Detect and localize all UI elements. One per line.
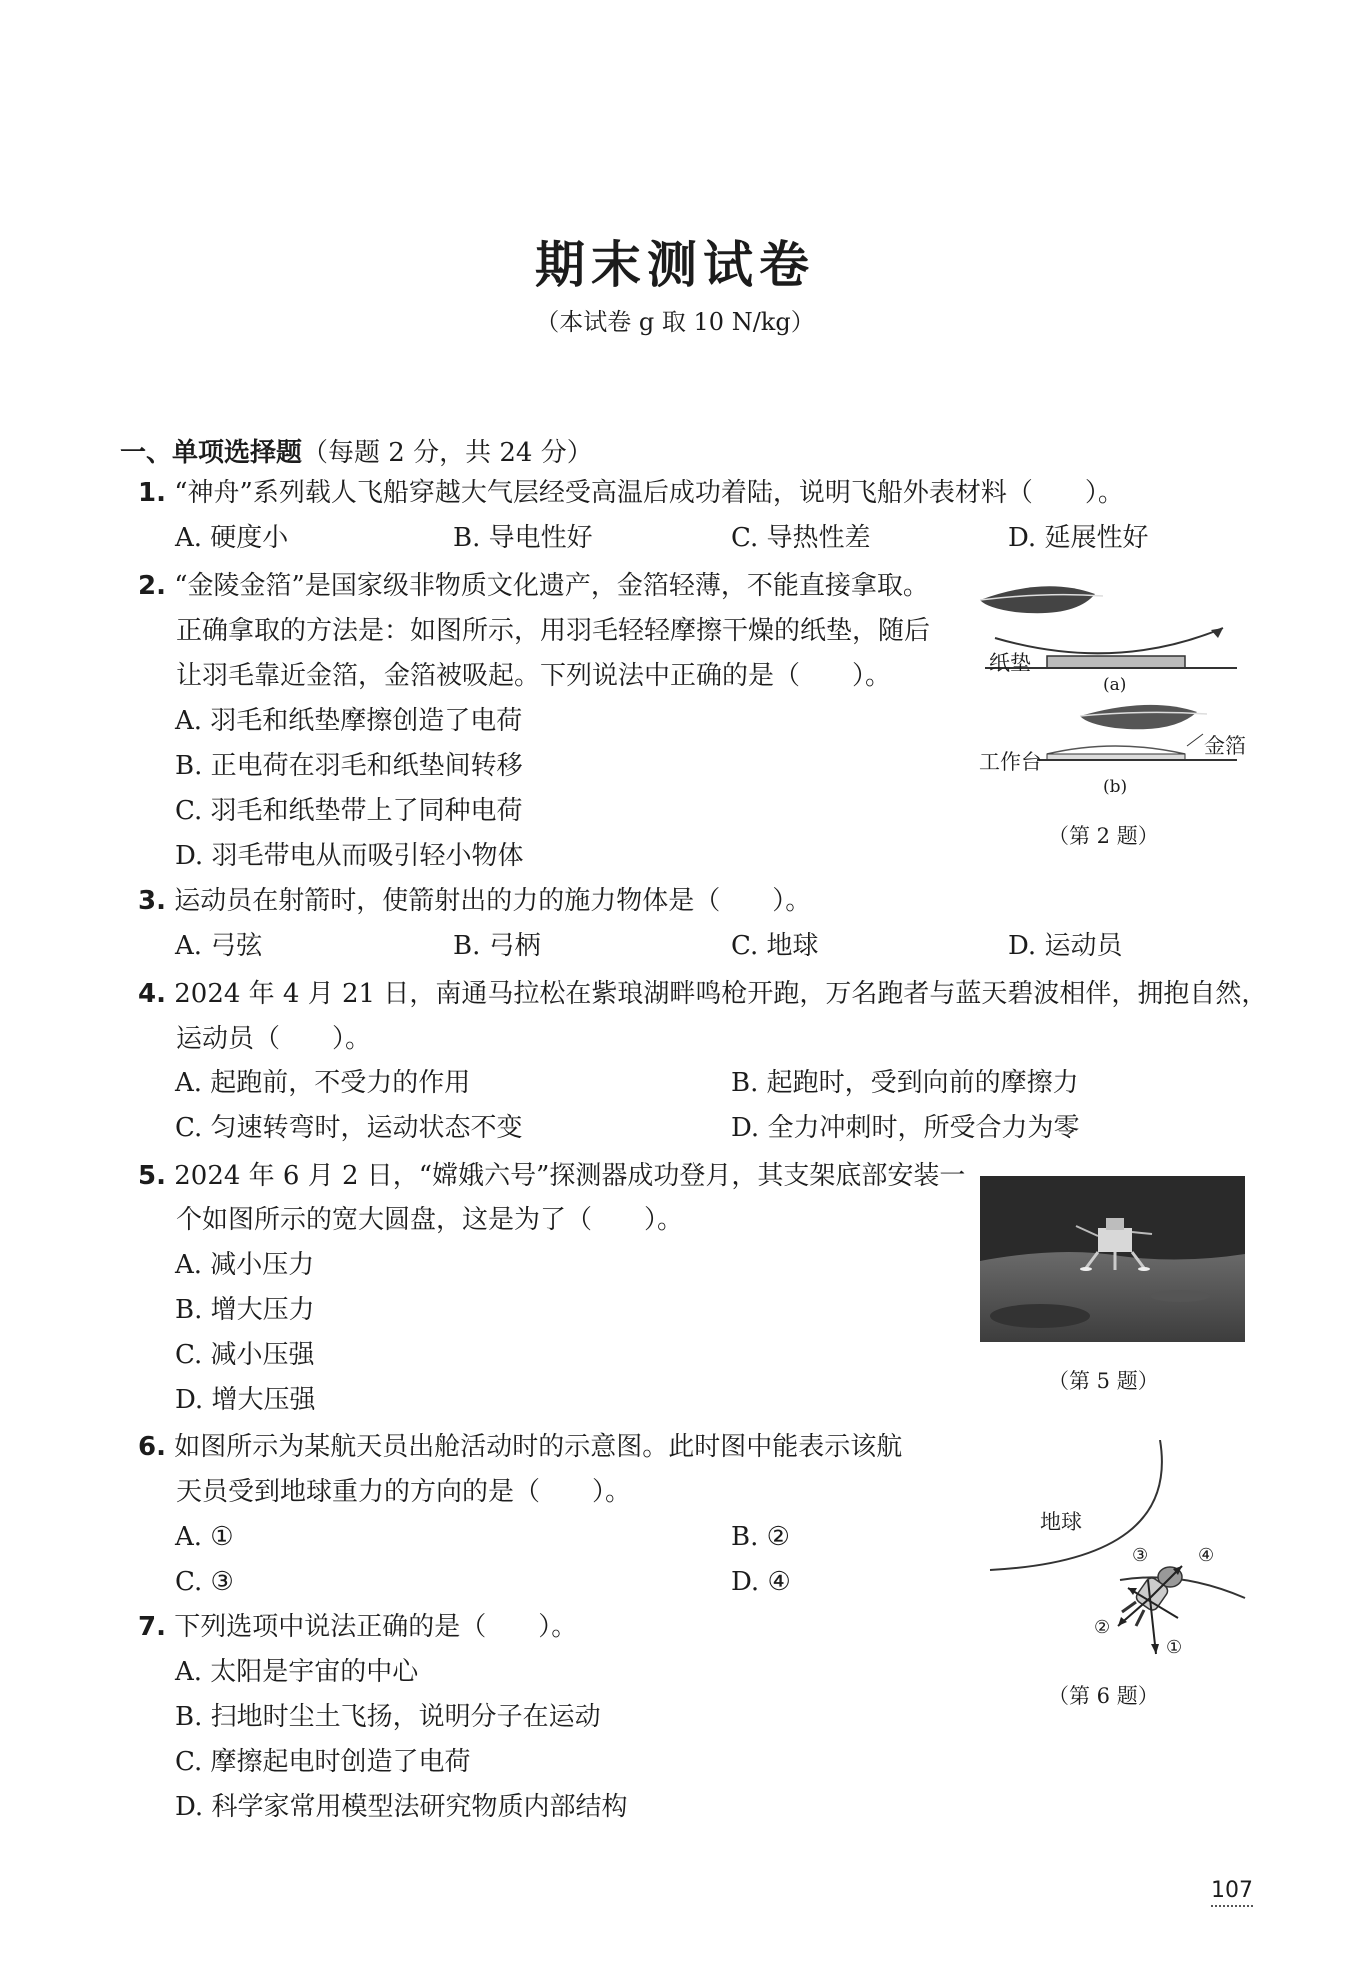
- page-title: 期末测试卷: [535, 235, 815, 294]
- question-2: [138, 569, 929, 603]
- marker-2: ②: [1094, 1617, 1111, 1638]
- option: D. 全力冲刺时，所受合力为零: [731, 1113, 1080, 1143]
- figure-label: 工作台: [979, 750, 1042, 774]
- option: B. 起跑时，受到向前的摩擦力: [731, 1068, 1079, 1098]
- option: B. 导电性好: [453, 523, 593, 553]
- question-number: 2.: [138, 571, 166, 601]
- option: A. 羽毛和纸垫摩擦创造了电荷: [175, 706, 523, 736]
- figure-sublabel: (a): [1103, 675, 1127, 695]
- question-text: “金陵金箔”是国家级非物质文化遗产，金箔轻薄，不能直接拿取。: [174, 571, 929, 601]
- paper-pad: [1047, 656, 1185, 668]
- question-number: 5.: [138, 1161, 166, 1191]
- marker-3: ③: [1132, 1545, 1149, 1566]
- figure-label: 纸垫: [989, 651, 1031, 675]
- question-text: “神舟”系列载人飞船穿越大气层经受高温后成功着陆，说明飞船外表材料（ ）。: [174, 478, 1124, 508]
- marker-1: ①: [1166, 1637, 1183, 1658]
- question-text-line: 运动员（ ）。: [176, 1024, 372, 1054]
- question-text: 2024 年 6 月 2 日，“嫦娥六号”探测器成功登月，其支架底部安装一: [174, 1161, 966, 1191]
- option: B. 扫地时尘土飞扬，说明分子在运动: [175, 1702, 601, 1732]
- question-text: 运动员在射箭时，使箭射出的力的施力物体是（ ）。: [174, 886, 812, 916]
- question-7: [138, 1610, 577, 1644]
- option: B. 正电荷在羽毛和纸垫间转移: [175, 751, 523, 781]
- option: C. 减小压强: [175, 1340, 315, 1370]
- option: D. 羽毛带电从而吸引轻小物体: [175, 841, 524, 871]
- earth-label: 地球: [1040, 1510, 1082, 1534]
- option: C. 摩擦起电时创造了电荷: [175, 1747, 471, 1777]
- question-text-line: 让羽毛靠近金箔，金箔被吸起。下列说法中正确的是（ ）。: [176, 661, 892, 691]
- question-number: 4.: [138, 979, 166, 1009]
- section-title: 一、单项选择题: [120, 438, 303, 468]
- feather-icon: [1080, 705, 1197, 729]
- question-text-line: 正确拿取的方法是：如图所示，用羽毛轻轻摩擦干燥的纸垫，随后: [176, 616, 931, 646]
- figure-caption: （第 6 题）: [1048, 1684, 1159, 1708]
- question-number: 1.: [138, 478, 166, 508]
- option: D. 运动员: [1008, 931, 1123, 961]
- option: A. 起跑前，不受力的作用: [175, 1068, 471, 1098]
- gold-foil: [1047, 746, 1185, 754]
- question-text: 2024 年 4 月 21 日，南通马拉松在紫琅湖畔鸣枪开跑，万名跑者与蓝天碧波相伴，拥抱自然，: [174, 979, 1268, 1009]
- feather-icon: [980, 586, 1095, 613]
- option: A. ①: [175, 1522, 234, 1552]
- option: C. ③: [175, 1567, 234, 1597]
- question-5: [138, 1159, 965, 1193]
- figure-sublabel: (b): [1103, 777, 1128, 797]
- option: A. 太阳是宇宙的中心: [175, 1657, 419, 1687]
- option: B. ②: [731, 1522, 790, 1552]
- option: C. 羽毛和纸垫带上了同种电荷: [175, 796, 523, 826]
- marker-4: ④: [1198, 1545, 1215, 1566]
- page-subtitle: （本试卷 g 取 10 N/kg）: [535, 308, 815, 336]
- question-number: 6.: [138, 1432, 166, 1462]
- feather-goldfoil-figure: [975, 578, 1250, 838]
- question-1: [138, 476, 1124, 510]
- section-heading: [120, 432, 593, 469]
- option: C. 导热性差: [731, 523, 871, 553]
- question-text: 如图所示为某航天员出舱活动时的示意图。此时图中能表示该航: [174, 1432, 903, 1462]
- option: A. 硬度小: [175, 523, 289, 553]
- option: B. 增大压力: [175, 1295, 315, 1325]
- option: D. ④: [731, 1567, 791, 1597]
- option: D. 科学家常用模型法研究物质内部结构: [175, 1792, 628, 1822]
- question-3: [138, 884, 811, 918]
- option: A. 弓弦: [175, 931, 263, 961]
- question-text-line: 个如图所示的宽大圆盘，这是为了（ ）。: [176, 1205, 684, 1235]
- question-text-line: 天员受到地球重力的方向的是（ ）。: [176, 1477, 632, 1507]
- lunar-lander-photo: [980, 1176, 1245, 1342]
- page-number: 107: [1211, 1878, 1253, 1907]
- question-number: 7.: [138, 1612, 166, 1642]
- figure-caption: （第 5 题）: [1048, 1369, 1159, 1393]
- option: C. 匀速转弯时，运动状态不变: [175, 1113, 523, 1143]
- question-number: 3.: [138, 886, 166, 916]
- option: D. 延展性好: [1008, 523, 1149, 553]
- option: D. 增大压强: [175, 1385, 316, 1415]
- question-text: 下列选项中说法正确的是（ ）。: [174, 1612, 578, 1642]
- option: C. 地球: [731, 931, 819, 961]
- section-note: （每题 2 分，共 24 分）: [302, 438, 593, 468]
- question-4: [138, 977, 1267, 1011]
- figure-label: 金箔: [1204, 734, 1246, 758]
- question-6: [138, 1430, 902, 1464]
- figure-caption: （第 2 题）: [1048, 824, 1159, 848]
- option: B. 弓柄: [453, 931, 541, 961]
- option: A. 减小压力: [175, 1250, 315, 1280]
